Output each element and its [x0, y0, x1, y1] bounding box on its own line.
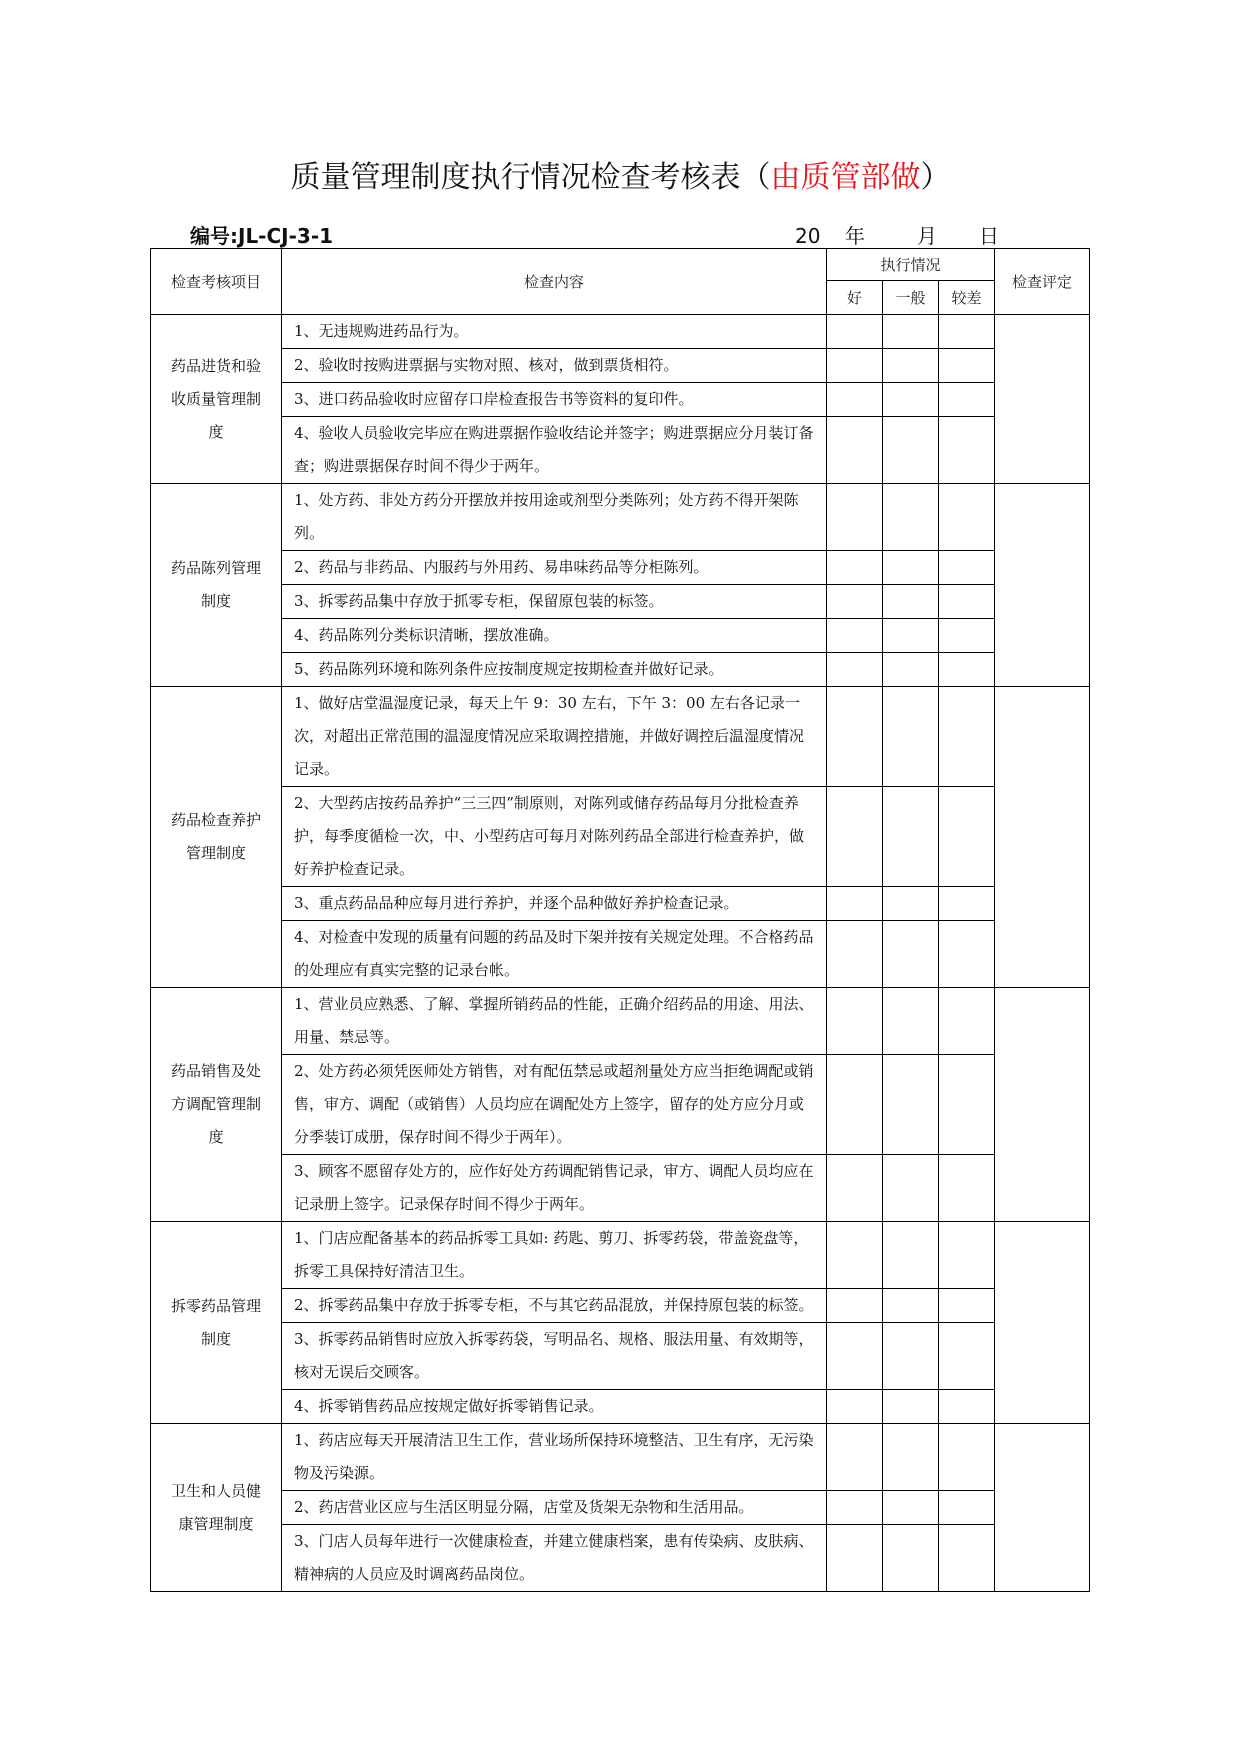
check-item: 1、无违规购进药品行为。: [282, 315, 827, 349]
mark-good[interactable]: [827, 921, 883, 988]
table-row: [151, 1289, 1090, 1323]
mark-poor[interactable]: [939, 887, 995, 921]
page-title: [0, 158, 1241, 198]
table-row: [151, 653, 1090, 687]
mark-good[interactable]: [827, 1390, 883, 1424]
mark-good[interactable]: [827, 988, 883, 1055]
mark-average[interactable]: [883, 417, 939, 484]
mark-good[interactable]: [827, 551, 883, 585]
mark-poor[interactable]: [939, 484, 995, 551]
mark-average[interactable]: [883, 1289, 939, 1323]
inspection-table: [150, 248, 1090, 1592]
check-item: 1、做好店堂温湿度记录，每天上午 9：30 左右，下午 3：00 左右各记录一次，对超出正常范围的温湿度情况应采取调控措施，并做好调控后温湿度情况记录。: [282, 687, 827, 787]
mark-average[interactable]: [883, 887, 939, 921]
mark-poor[interactable]: [939, 1155, 995, 1222]
table-row: [151, 1155, 1090, 1222]
mark-poor[interactable]: [939, 687, 995, 787]
table-row: [151, 349, 1090, 383]
table-row: [151, 315, 1090, 349]
evaluation-cell[interactable]: [995, 687, 1090, 988]
mark-good[interactable]: [827, 1289, 883, 1323]
header-project: 检查考核项目: [151, 249, 282, 315]
mark-average[interactable]: [883, 1491, 939, 1525]
check-item: 2、药店营业区应与生活区明显分隔，店堂及货架无杂物和生活用品。: [282, 1491, 827, 1525]
mark-good[interactable]: [827, 887, 883, 921]
mark-average[interactable]: [883, 1222, 939, 1289]
evaluation-cell[interactable]: [995, 315, 1090, 484]
evaluation-cell[interactable]: [995, 1424, 1090, 1592]
check-item: 4、验收人员验收完毕应在购进票据作验收结论并签字；购进票据应分月装订备查；购进票据保存时间不得少于两年。: [282, 417, 827, 484]
check-item: 2、拆零药品集中存放于拆零专柜，不与其它药品混放，并保持原包装的标签。: [282, 1289, 827, 1323]
table-body: [151, 315, 1090, 1592]
mark-good[interactable]: [827, 1222, 883, 1289]
title-main: 质量管理制度执行情况检查考核表（: [290, 160, 771, 195]
mark-average[interactable]: [883, 787, 939, 887]
table-row: [151, 1323, 1090, 1390]
check-item: 2、处方药必须凭医师处方销售，对有配伍禁忌或超剂量处方应当拒绝调配或销售，审方、调配（或销售）人员均应在调配处方上签字，留存的处方应分月或分季装订成册，保存时间不得少于两年）。: [282, 1055, 827, 1155]
table-row: [151, 551, 1090, 585]
mark-average[interactable]: [883, 1323, 939, 1390]
mark-poor[interactable]: [939, 1491, 995, 1525]
check-item: 4、拆零销售药品应按规定做好拆零销售记录。: [282, 1390, 827, 1424]
mark-poor[interactable]: [939, 1390, 995, 1424]
header-good: 好: [827, 281, 883, 315]
mark-good[interactable]: [827, 349, 883, 383]
mark-poor[interactable]: [939, 1525, 995, 1592]
check-item: 1、药店应每天开展清洁卫生工作，营业场所保持环境整洁、卫生有序，无污染物及污染源。: [282, 1424, 827, 1491]
evaluation-cell[interactable]: [995, 1222, 1090, 1424]
table-row: [151, 619, 1090, 653]
mark-average[interactable]: [883, 585, 939, 619]
mark-poor[interactable]: [939, 653, 995, 687]
check-item: 3、门店人员每年进行一次健康检查，并建立健康档案，患有传染病、皮肤病、精神病的人员应及时调离药品岗位。: [282, 1525, 827, 1592]
section-name: 药品检查养护管理制度: [151, 687, 282, 988]
mark-good[interactable]: [827, 1424, 883, 1491]
mark-average[interactable]: [883, 1055, 939, 1155]
mark-poor[interactable]: [939, 787, 995, 887]
mark-poor[interactable]: [939, 1289, 995, 1323]
mark-average[interactable]: [883, 484, 939, 551]
table-row: [151, 921, 1090, 988]
table-row: [151, 383, 1090, 417]
mark-good[interactable]: [827, 1525, 883, 1592]
mark-average[interactable]: [883, 383, 939, 417]
header-evaluation: 检查评定: [995, 249, 1090, 315]
check-item: 1、处方药、非处方药分开摆放并按用途或剂型分类陈列；处方药不得开架陈列。: [282, 484, 827, 551]
table-row: [151, 585, 1090, 619]
table-row: [151, 417, 1090, 484]
mark-poor[interactable]: [939, 1424, 995, 1491]
header-content: 检查内容: [282, 249, 827, 315]
evaluation-cell[interactable]: [995, 988, 1090, 1222]
mark-good[interactable]: [827, 687, 883, 787]
table-row: [151, 1055, 1090, 1155]
mark-good[interactable]: [827, 1055, 883, 1155]
section-name: 拆零药品管理制度: [151, 1222, 282, 1424]
mark-poor[interactable]: [939, 383, 995, 417]
table-row: [151, 1390, 1090, 1424]
mark-good[interactable]: [827, 1323, 883, 1390]
date-year: 年: [845, 224, 865, 248]
check-item: 1、营业员应熟悉、了解、掌握所销药品的性能，正确介绍药品的用途、用法、用量、禁忌等。: [282, 988, 827, 1055]
mark-average[interactable]: [883, 1155, 939, 1222]
check-item: 5、药品陈列环境和陈列条件应按制度规定按期检查并做好记录。: [282, 653, 827, 687]
mark-poor[interactable]: [939, 1323, 995, 1390]
mark-average[interactable]: [883, 349, 939, 383]
check-item: 3、进口药品验收时应留存口岸检查报告书等资料的复印件。: [282, 383, 827, 417]
check-item: 4、药品陈列分类标识清晰，摆放准确。: [282, 619, 827, 653]
check-item: 3、重点药品品种应每月进行养护，并逐个品种做好养护检查记录。: [282, 887, 827, 921]
mark-poor[interactable]: [939, 417, 995, 484]
section-name: 药品销售及处方调配管理制度: [151, 988, 282, 1222]
mark-good[interactable]: [827, 1155, 883, 1222]
check-item: 3、拆零药品集中存放于抓零专柜，保留原包装的标签。: [282, 585, 827, 619]
header-poor: 较差: [939, 281, 995, 315]
mark-good[interactable]: [827, 619, 883, 653]
check-item: 1、门店应配备基本的药品拆零工具如: 药匙、剪刀、拆零药袋，带盖瓷盘等，拆零工具保持好清洁卫生。: [282, 1222, 827, 1289]
section-name: 卫生和人员健康管理制度: [151, 1424, 282, 1592]
check-item: 2、大型药店按药品养护“三三四”制原则，对陈列或储存药品每月分批检查养护，每季度循检一次，中、小型药店可每月对陈列药品全部进行检查养护，做好养护检查记录。: [282, 787, 827, 887]
mark-good[interactable]: [827, 315, 883, 349]
mark-average[interactable]: [883, 1390, 939, 1424]
check-item: 3、顾客不愿留存处方的，应作好处方药调配销售记录，审方、调配人员均应在记录册上签字。记录保存时间不得少于两年。: [282, 1155, 827, 1222]
mark-poor[interactable]: [939, 988, 995, 1055]
mark-average[interactable]: [883, 619, 939, 653]
mark-poor[interactable]: [939, 551, 995, 585]
date-day: 日: [979, 224, 999, 248]
check-item: 2、验收时按购进票据与实物对照、核对，做到票货相符。: [282, 349, 827, 383]
date-line: [795, 220, 999, 249]
table-row: [151, 988, 1090, 1055]
mark-poor[interactable]: [939, 921, 995, 988]
mark-average[interactable]: [883, 921, 939, 988]
mark-average[interactable]: [883, 315, 939, 349]
mark-average[interactable]: [883, 1525, 939, 1592]
form-code: 编号:JL-CJ-3-1: [190, 224, 334, 248]
mark-good[interactable]: [827, 484, 883, 551]
check-item: 3、拆零药品销售时应放入拆零药袋，写明品名、规格、服法用量、有效期等，核对无误后交顾客。: [282, 1323, 827, 1390]
table-row: [151, 787, 1090, 887]
mark-poor[interactable]: [939, 315, 995, 349]
mark-average[interactable]: [883, 988, 939, 1055]
mark-poor[interactable]: [939, 585, 995, 619]
table-row: [151, 1491, 1090, 1525]
mark-good[interactable]: [827, 383, 883, 417]
table-row: [151, 1525, 1090, 1592]
date-year-prefix: 20: [795, 224, 821, 248]
mark-good[interactable]: [827, 653, 883, 687]
mark-average[interactable]: [883, 687, 939, 787]
mark-poor[interactable]: [939, 619, 995, 653]
header-average: 一般: [883, 281, 939, 315]
evaluation-cell[interactable]: [995, 484, 1090, 687]
mark-good[interactable]: [827, 585, 883, 619]
mark-average[interactable]: [883, 551, 939, 585]
date-month: 月: [917, 224, 937, 248]
mark-poor[interactable]: [939, 1055, 995, 1155]
table-row: [151, 887, 1090, 921]
section-name: 药品陈列管理制度: [151, 484, 282, 687]
header-execution: 执行情况: [827, 249, 995, 281]
title-close: ）: [920, 160, 951, 195]
table-row: [151, 1222, 1090, 1289]
table-row: [151, 1424, 1090, 1491]
check-item: 2、药品与非药品、内服药与外用药、易串味药品等分柜陈列。: [282, 551, 827, 585]
table-row: [151, 484, 1090, 551]
check-item: 4、对检查中发现的质量有问题的药品及时下架并按有关规定处理。不合格药品的处理应有真实完整的记录台帐。: [282, 921, 827, 988]
mark-average[interactable]: [883, 1424, 939, 1491]
mark-good[interactable]: [827, 1491, 883, 1525]
mark-good[interactable]: [827, 417, 883, 484]
title-red-note: 由质管部做: [770, 160, 921, 195]
table-row: [151, 687, 1090, 787]
mark-poor[interactable]: [939, 349, 995, 383]
mark-good[interactable]: [827, 787, 883, 887]
mark-poor[interactable]: [939, 1222, 995, 1289]
section-name: 药品进货和验收质量管理制度: [151, 315, 282, 484]
mark-average[interactable]: [883, 653, 939, 687]
